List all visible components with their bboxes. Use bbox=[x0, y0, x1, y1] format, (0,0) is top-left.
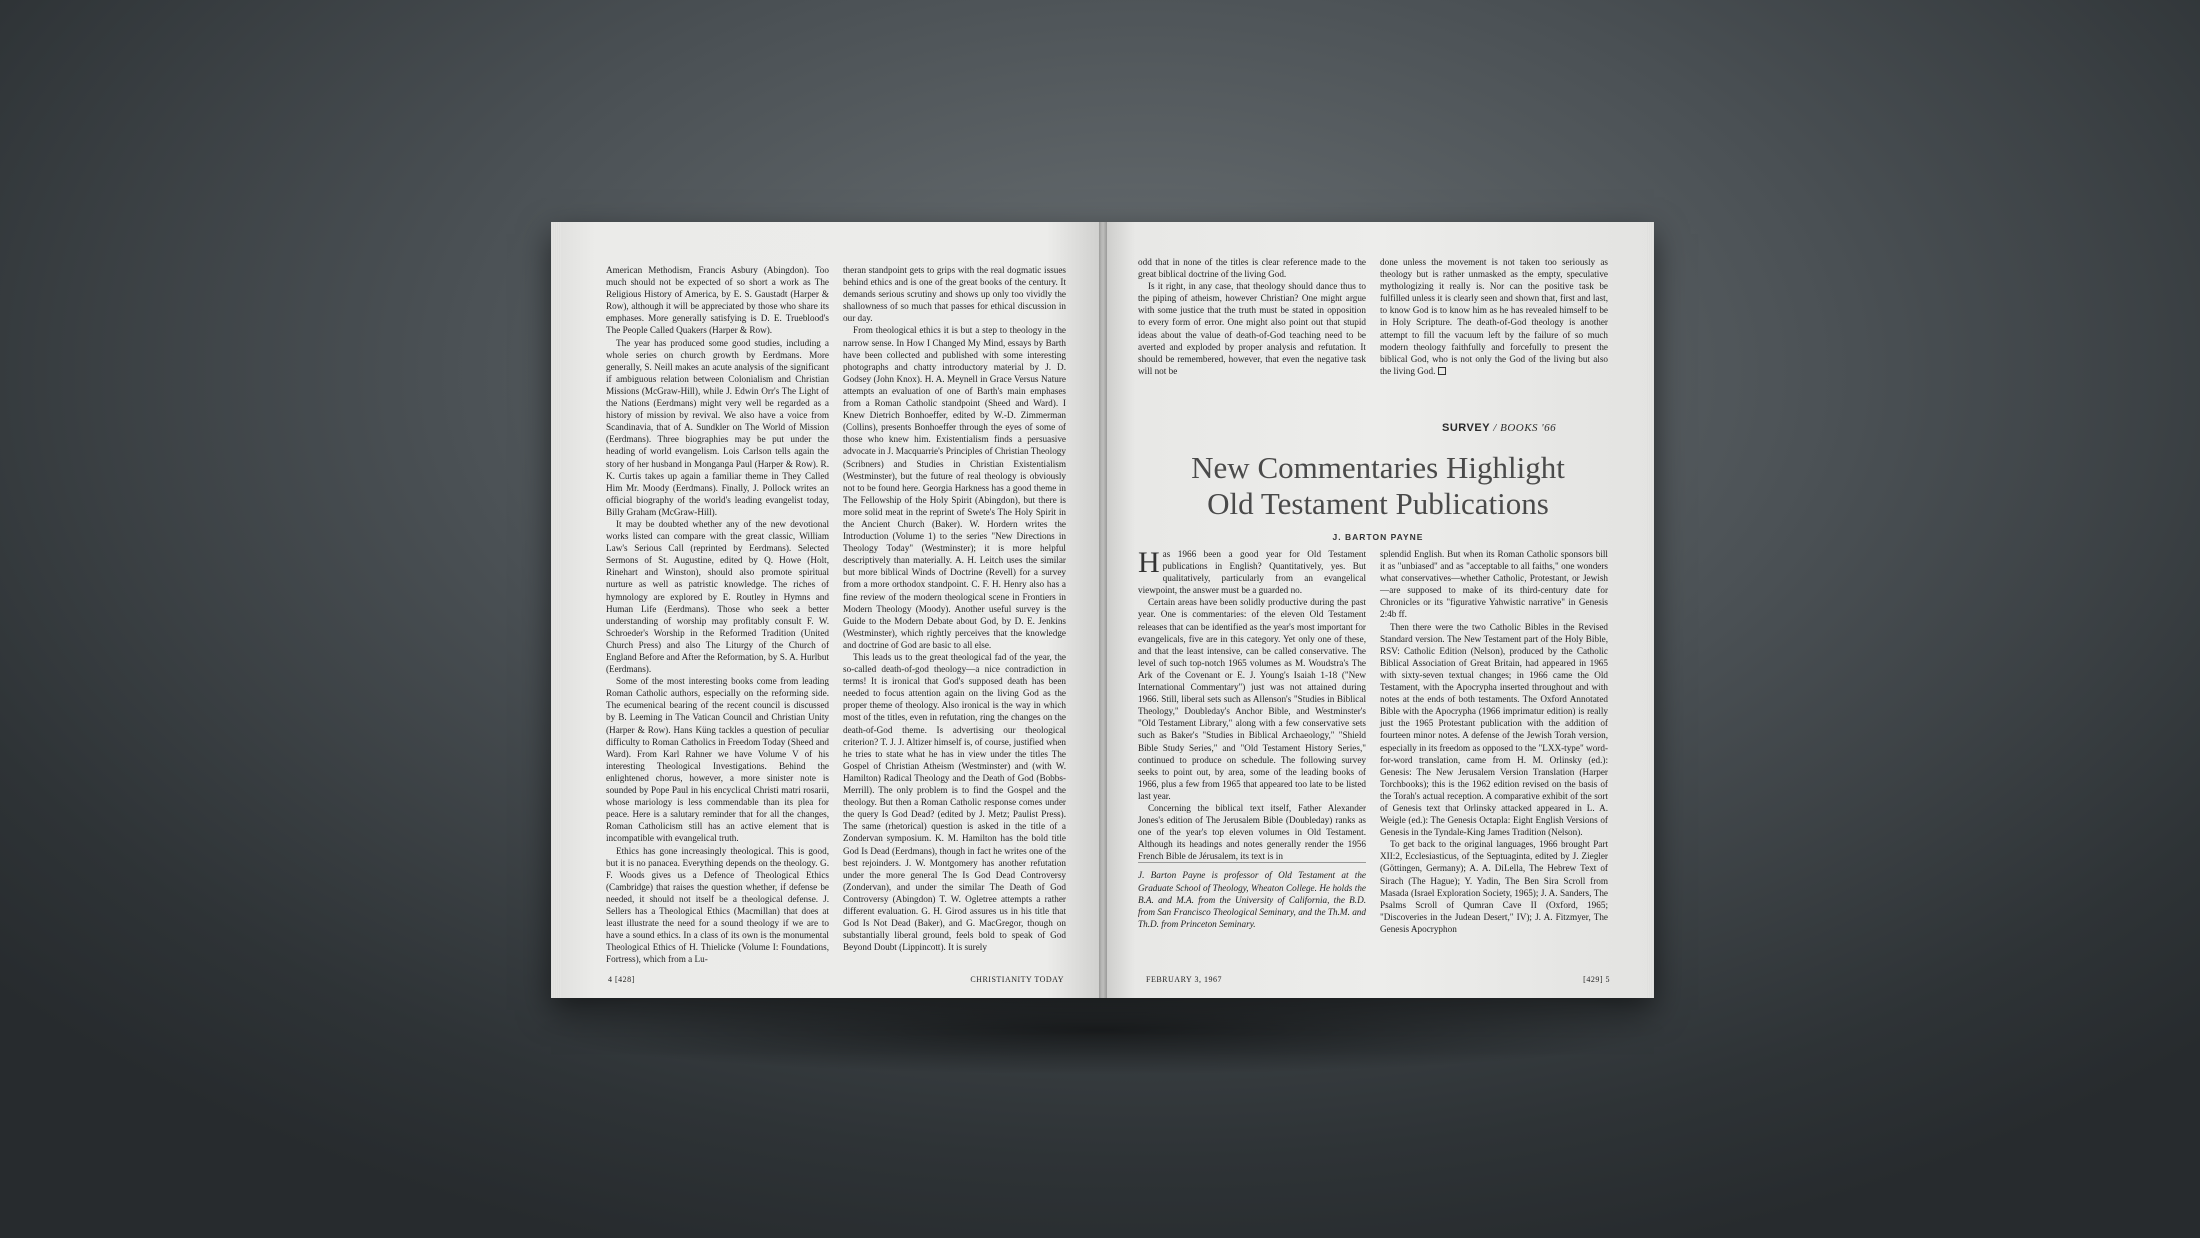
section-divider: / bbox=[1490, 422, 1501, 434]
page-number-left: 4 [428] bbox=[608, 975, 635, 984]
page-edge-left bbox=[551, 222, 561, 998]
paragraph: Some of the most interesting books come from leading Roman Catholic authors, especially on the reforming side. The ecumenical bearing of the recent council is discussed by B. Leeming in The Vatican Council and Christian Unity (Harper & Row). Hans Küng tackles a question of peculiar difficulty to Roman Catholics in Freedom Today (Sheed and Ward). From Karl Rahner we have Volume V of his interesting Theological Investigations. Behind the enlightened chorus, however, a more sinister note is sounded by Pope Paul in his encyclical Christi matri rosarii, whose mariology is less commendable than its plea for peace. Here is a salutary reminder that for all the changes, Roman Catholicism still has an active element that is incompatible with evangelical truth. bbox=[606, 676, 829, 844]
paragraph: From theological ethics it is but a step to theology in the narrow sense. In How I Changed My Mind, essays by Barth have been collected and published with some interesting photographs and chatty introductory material by J. D. Godsey (John Knox). H. A. Meynell in Grace Versus Nature attempts an evaluation of one of Barth's main emphases from a Roman Catholic standpoint (Sheed and Ward). I Knew Dietrich Bonhoeffer, edited by W.-D. Zimmerman (Collins), presents Bonhoeffer through the eyes of some of those who knew him. Existentialism finds a persuasive advocate in J. Macquarrie's Principles of Christian Theology (Scribners) and Studies in Christian Existentialism (Westminster), but the future of real theology is obviously not to be found here. Georgia Harkness has a good theme in The Fellowship of the Holy Spirit (Abingdon), but there is more solid meat in the reprint of Swete's The Holy Spirit in the Ancient Church (Baker). W. Hordern writes the Introduction (Volume 1) to the series "New Directions in Theology Today" (Westminster); it is more helpful descriptively than materially. A. H. Leitch uses the similar but more biblical Winds of Doctrine (Revell) for a survey from a more orthodox standpoint. C. F. H. Henry also has a fine review of the modern theological scene in Frontiers in Modern Theology (Moody). Another useful survey is the Guide to the Modern Debate about God, by D. E. Jenkins (Westminster), which rightly perceives that the knowledge and doctrine of God are basic to all else. bbox=[843, 325, 1066, 650]
drop-cap: H bbox=[1138, 546, 1160, 579]
paragraph: This leads us to the great theological fad of the year, the so-called death-of-god theology—a nice contradiction in terms! It is ironical that God's supposed death has been needed to focus attention again on the living God as the proper theme of theology. Also ironical is the way in which most of the titles, even in refutation, ring the changes on the death-of-God theme. Is advertising our theological criterion? T. J. J. Altizer himself is, of course, justified when he tries to state what he has in view under the titles The Gospel of Christian Atheism (Westminster) and (with W. Hamilton) Radical Theology and the Death of God (Bobbs-Merrill). The only problem is to find the Gospel and the theology. But then a Roman Catholic response comes under the query Is God Dead? (edited by J. Metz; Paulist Press). The same (rhetorical) question is asked in the title of a Zondervan symposium. K. M. Hamilton has the bold title God Is Dead (Eerdmans), though in fact he writes one of the best rejoinders. J. W. Montgomery has another refutation under the more general The Is God Dead Controversy (Zondervan), and under the similar The Death of God Controversy (Abingdon) T. W. Ogletree attempts a rather different evaluation. G. H. Girod assures us in his title that God Is Not Dead (Baker), and G. MacGregor, though on substantially liberal ground, feels bold to speak of God Beyond Doubt (Lippincott). It is surely bbox=[843, 652, 1066, 953]
paragraph: odd that in none of the titles is clear reference made to the great biblical doctrine of the living God. bbox=[1138, 257, 1366, 280]
headline-line-1: New Commentaries Highlight bbox=[1191, 450, 1565, 485]
paragraph-text: as 1966 been a good year for Old Testament publications in English? Quantitatively, yes. But qualitatively, particularly from an evangelical viewpoint, the answer must be a guarded no. bbox=[1138, 549, 1366, 596]
author-byline: J. BARTON PAYNE bbox=[1332, 532, 1424, 542]
paragraph: It may be doubted whether any of the new devotional works listed can compare with the great classic, William Law's Serious Call (reprinted by Eerdmans). Selected Sermons of St. Augustine, edited by Q. Howe (Holt, Rinehart and Winston), should also promote spiritual nurture as well as patristic knowledge. The riches of hymnology are explored by E. Routley in Hymns and Human Life (Eerdmans). Those who seek a better understanding of worship may profitably consult F. W. Schroeder's Worship in the Reformed Tradition (United Church Press) and also The Liturgy of the Church of England Before and After the Reformation, by S. A. Hurlbut (Eerdmans). bbox=[606, 518, 829, 675]
section-name: SURVEY bbox=[1442, 422, 1491, 434]
paragraph-text: done unless the movement is not taken too seriously as theology but is rather unmasked as the empty, speculative mythologizing it really is. Nor can the positive task be fulfilled unless it is clearly seen and shown that, first and last, to know God is to know him as he has revealed himself to be in Holy Scripture. The death-of-God theology is another attempt to fill the vacuum left by the failure of so much modern theology faithfully and forcefully to present the biblical God, who is not only the God of the living but also the living God. bbox=[1380, 257, 1608, 376]
article-column-2 bbox=[1380, 548, 1608, 958]
article-headline bbox=[1142, 450, 1614, 522]
floor-shadow bbox=[520, 985, 1680, 1075]
right-page bbox=[1102, 222, 1654, 998]
paragraph: The year has produced some good studies, including a whole series on church growth by Eerdmans. More generally, S. Neill makes an acute analysis of the significant if ambiguous relation between Colonialism and Christian Missions (McGraw-Hill), while J. Edwin Orr's The Light of the Nations (Eerdmans) might very well be regarded as a history of mission by revival. We also have a voice from Scandinavia, that of A. Sundkler on The World of Mission (Eerdmans). Three biographies may be put under the heading of world evangelism. Lois Carlson tells again the story of her husband in Monganga Paul (Harper & Row). R. K. Curtis takes up again a familiar theme in They Called Him Mr. Moody (Eerdmans). Finally, J. Pollock writes an official biography of the world's leading evangelist today, Billy Graham (McGraw-Hill). bbox=[606, 337, 829, 517]
magazine-spread bbox=[551, 222, 1654, 998]
right-top-column-2 bbox=[1380, 256, 1608, 406]
paragraph: American Methodism, Francis Asbury (Abingdon). Too much should not be expected of so short a work as The Religious History of America, by E. S. Gaustadt (Harper & Row), although it will be appreciated by those who share its emphases. More generally satisfying is D. E. Trueblood's The People Called Quakers (Harper & Row). bbox=[606, 265, 829, 336]
headline-line-2: Old Testament Publications bbox=[1207, 486, 1549, 521]
page-edge-right bbox=[1646, 222, 1654, 998]
page-number-right: [429] 5 bbox=[1583, 975, 1610, 984]
paragraph: Then there were the two Catholic Bibles in the Revised Standard version. The New Testament part of the Holy Bible, RSV: Catholic Edition (Nelson), produced by the Catholic Biblical Association of Great Britain, had appeared in 1965 with sixty-seven textual changes; in 1966 came the Old Testament, with the Apocrypha inserted throughout and with notes at the ends of both testaments. The Oxford Annotated Bible with the Apocrypha (1966 imprimatur edition) is really just the 1965 Protestant publication with the addition of fourteen minor notes. A defense of the Jewish Torah version, especially in its freedom as opposed to the "LXX-type" word-for-word translation, came from H. M. Orlinsky (ed.): Genesis: The New Jerusalem Version Translation (Harper Torchbooks); this is the 1962 edition revised on the basis of the Torah's actual reception. A comparative exhibit of the sort of Genesis text that Orlinsky attacked appeared in L. A. Weigle (ed.): The Genesis Octapla: Eight English Versions of Genesis in the Tyndale-King James Tradition (Nelson). bbox=[1380, 621, 1608, 838]
left-column-2 bbox=[843, 264, 1066, 954]
issue-date-footer: FEBRUARY 3, 1967 bbox=[1146, 975, 1222, 984]
right-top-column-1 bbox=[1138, 256, 1366, 406]
paragraph: theran standpoint gets to grips with the real dogmatic issues behind ethics and is one of the great books of the century. It demands serious scrutiny and shows up only too vividly the shallowness of so much that passes for ethical discussion in our day. bbox=[843, 265, 1066, 324]
paragraph: Ethics has gone increasingly theological. This is good, but it is no panacea. Everything depends on the theology. G. F. Woods gives us a Defence of Theological Ethics (Cambridge) that raises the question whether, if defense be needed, it should not itself be a theological defense. J. Sellers has a Theological Ethics (Macmillan) that does at least illustrate the need for a sound theology if we are to have a sound ethics. In a class of its own is the monumental Theological Ethics of H. Thielicke (Volume I: Foundations, Fortress), which from a Lu- bbox=[606, 845, 829, 965]
paragraph bbox=[1138, 548, 1366, 596]
paragraph: Is it right, in any case, that theology should dance thus to the piping of atheism, however Christian? One might argue with some justice that the truth must be stated in opposition to every form of error. One might also point out that stupid ideas about the value of death-of-God teaching need to be averted and exploded by proper analysis and refutation. It should be remembered, however, that even the negative task will not be bbox=[1138, 281, 1366, 376]
left-page bbox=[551, 222, 1102, 998]
author-note: J. Barton Payne is professor of Old Testament at the Graduate School of Theology, Wheaton College. He holds the B.A. and M.A. from the University of California, the B.D. from San Francisco Theological Seminary, and the Th.M. and Th.D. from Princeton Seminary. bbox=[1138, 862, 1366, 929]
paragraph: splendid English. But when its Roman Catholic sponsors bill it as "unbiased" and as "acceptable to all faiths," one wonders what conservatives—whether Catholic, Protestant, or Jewish—are supposed to make of its third-century date for Chronicles or its "figurative Yahwistic narrative" in Genesis 2:4b ff. bbox=[1380, 549, 1608, 620]
end-mark-icon bbox=[1438, 367, 1446, 375]
paragraph: To get back to the original languages, 1966 brought Part XII:2, Ecclesiasticus, of the Septuaginta, edited by J. Ziegler (Göttingen, Germany); A. A. DiLella, The Hebrew Text of Sirach (The Hague); Y. Yadin, The Ben Sira Scroll from Masada (Israel Exploration Society, 1965); J. A. Sanders, The Psalms Scroll of Qumran Cave II (Oxford, 1965; "Discoveries in the Judean Desert," IV); J. A. Fitzmyer, The Genesis Apocryphon bbox=[1380, 839, 1608, 934]
section-subtitle: BOOKS '66 bbox=[1500, 422, 1557, 434]
paragraph bbox=[1380, 256, 1608, 377]
article-body-columns bbox=[1138, 548, 1608, 958]
magazine-name-footer: CHRISTIANITY TODAY bbox=[970, 975, 1064, 984]
article-column-1 bbox=[1138, 548, 1366, 958]
left-page-columns bbox=[606, 264, 1066, 965]
spine-gutter bbox=[1099, 222, 1107, 998]
paragraph: Certain areas have been solidly productive during the past year. One is commentaries: of the eleven Old Testament releases that can be identified as the year's most important for evangelicals, five are in this category. Yet only one of these, and that the least intensive, can be called conservative. The level of such top-notch 1965 volumes as M. Woudstra's The Ark of the Covenant or E. J. Young's Isaiah 1-18 ("New International Commentary") just was not attained during 1966. Still, liberal sets such as Allenson's "Studies in Biblical Theology," Doubleday's Anchor Bible, and Westminster's "Old Testament Library," along with a few conservative sets such as Baker's "Studies in Biblical Archaeology," "Shield Bible Study Series," and "Old Testament History Series," continued to produce on schedule. The following survey seeks to point out, by area, some of the leading books of 1966, plus a few from 1965 that appeared too late to be listed last year. bbox=[1138, 597, 1366, 801]
continued-columns bbox=[1138, 256, 1608, 406]
left-column-1 bbox=[606, 264, 829, 965]
paragraph: Concerning the biblical text itself, Father Alexander Jones's edition of The Jerusalem Bible (Doubleday) ranks as one of the year's top eleven volumes in Old Testament. Although its headings and notes generally render the 1956 French Bible de Jérusalem, its text is in bbox=[1138, 802, 1366, 862]
section-label bbox=[1442, 422, 1556, 434]
